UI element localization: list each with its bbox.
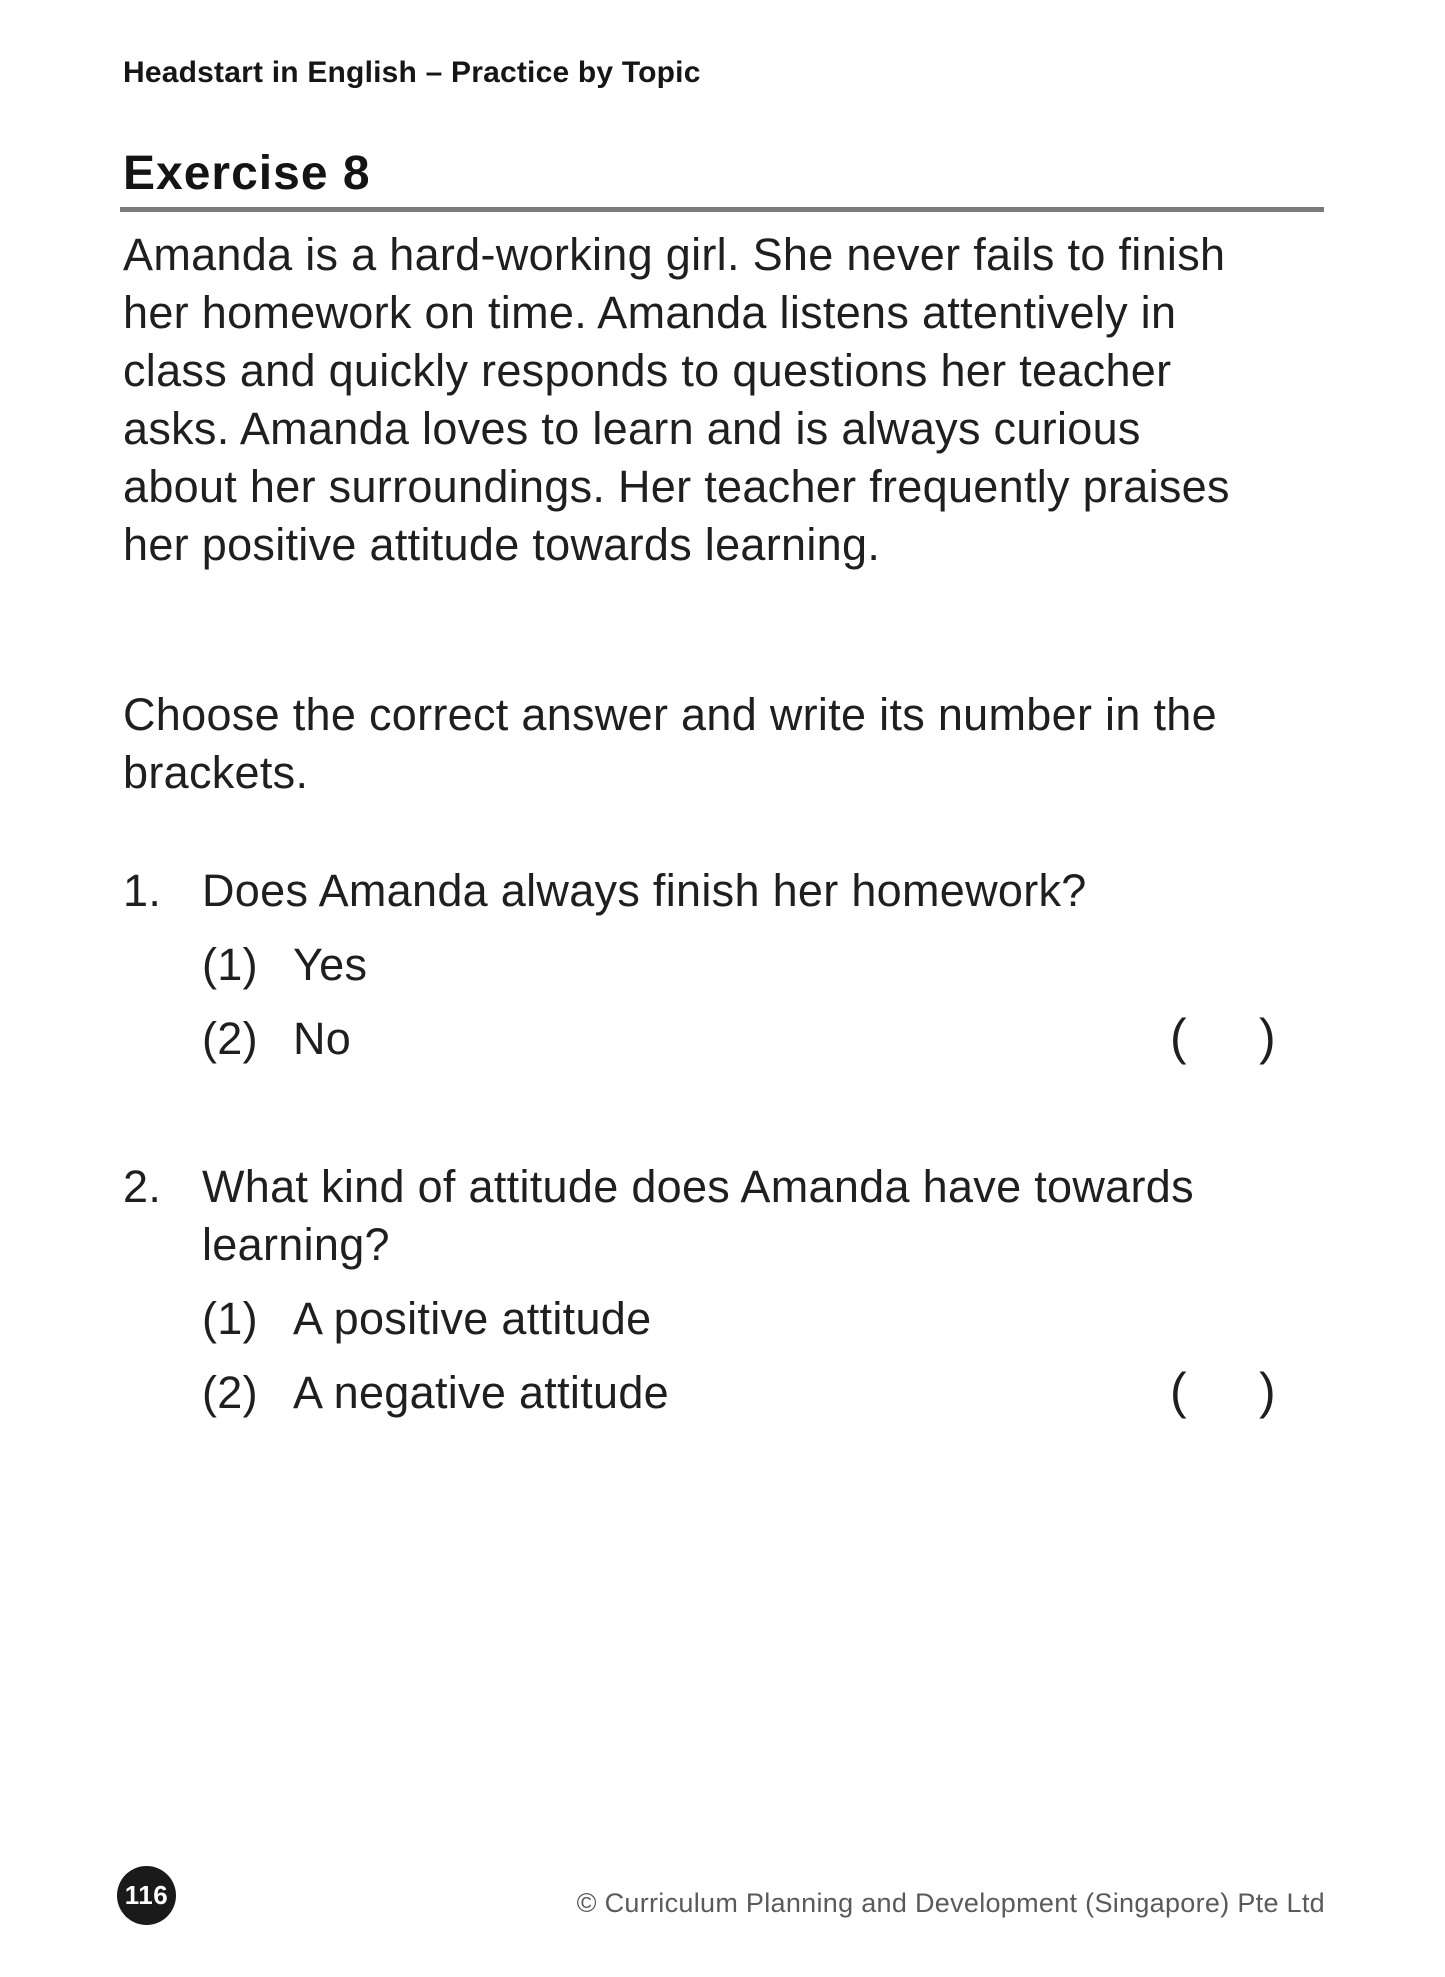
exercise-title: Exercise 8 (123, 147, 371, 200)
instruction-text (123, 686, 1217, 802)
copyright-notice: © Curriculum Planning and Development (Singapore) Pte Ltd (576, 1888, 1325, 1918)
option-number: (1) (202, 939, 258, 990)
instruction-line: brackets. (123, 747, 309, 798)
option-number: (2) (202, 1367, 258, 1418)
page-number-badge (117, 1866, 176, 1925)
title-underline-rule (120, 207, 1324, 212)
page-number: 116 (124, 1880, 169, 1910)
question-1-option-2 (202, 1009, 1276, 1068)
option-number: (1) (202, 1293, 258, 1344)
bracket-open: ( (1170, 1363, 1187, 1419)
answer-brackets-question-1 (1170, 1006, 1276, 1068)
option-label: A negative attitude (293, 1367, 669, 1418)
passage-line: class and quickly responds to questions her teacher (123, 345, 1172, 396)
answer-brackets-question-2 (1170, 1360, 1276, 1422)
question-2-text: What kind of attitude does Amanda have towards (202, 1161, 1194, 1212)
option-number: (2) (202, 1013, 258, 1064)
option-label: No (293, 1013, 352, 1064)
passage-line: her homework on time. Amanda listens attentively in (123, 287, 1177, 338)
option-label: Yes (293, 939, 368, 990)
passage-line: about her surroundings. Her teacher frequently praises (123, 461, 1230, 512)
question-2 (123, 1158, 1276, 1422)
question-1-option-1 (202, 936, 1087, 994)
instruction-line: Choose the correct answer and write its number in the (123, 689, 1217, 740)
question-2-number: 2. (123, 1161, 162, 1212)
question-2-text: learning? (202, 1219, 390, 1270)
bracket-close: ) (1259, 1363, 1276, 1419)
question-2-option-2 (202, 1363, 1276, 1422)
option-label: A positive attitude (293, 1293, 652, 1344)
question-1-text: Does Amanda always finish her homework? (202, 865, 1087, 916)
bracket-close: ) (1259, 1009, 1276, 1065)
passage-line: her positive attitude towards learning. (123, 519, 881, 570)
question-1-body (202, 862, 1276, 1068)
question-2-option-1 (202, 1290, 1194, 1348)
question-2-body (202, 1158, 1276, 1422)
question-1-number: 1. (123, 865, 162, 916)
passage-line: asks. Amanda loves to learn and is always curious (123, 403, 1141, 454)
running-header: Headstart in English – Practice by Topic (123, 56, 701, 89)
passage-line: Amanda is a hard-working girl. She never fails to finish (123, 229, 1226, 280)
bracket-open: ( (1170, 1009, 1187, 1065)
question-1 (123, 862, 1276, 1068)
reading-passage (123, 226, 1230, 574)
